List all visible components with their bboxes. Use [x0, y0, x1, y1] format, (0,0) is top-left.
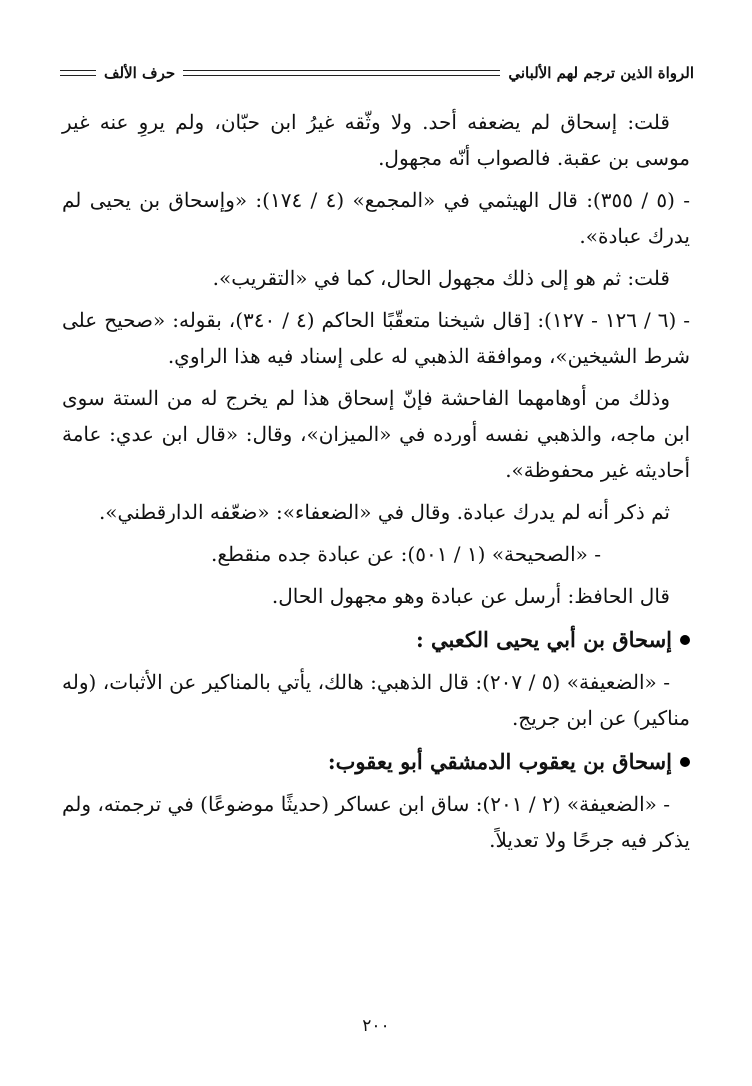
paragraph: - (٥ / ٣٥٥): قال الهيثمي في «المجمع» (٤ / ١٧٤): «وإسحاق بن يحيى لم يدرك عبادة». — [62, 188, 691, 248]
page-body — [62, 104, 690, 864]
paragraph: قلت: ثم هو إلى ذلك مجهول الحال، كما في «التقريب». — [212, 266, 670, 290]
bullet-icon — [680, 757, 690, 767]
book-title: الرواة الذين ترجم لهم الألباني — [508, 64, 694, 82]
chapter-title: حرف الألف — [104, 64, 176, 82]
bullet-icon — [680, 635, 690, 645]
paragraph: وذلك من أوهامهما الفاحشة فإنّ إسحاق هذا لم يخرج له من الستة سوى ابن ماجه، والذهبي نفسه أورده في «الميزان»، وقال: «قال ابن عدي: عامة أحاديثه غير محفوظة». — [62, 386, 691, 482]
page-number: ٢٠٠ — [362, 1016, 390, 1036]
citation-line: - «الصحيحة» (١ / ٥٠١): عن عبادة جده منقطع. — [211, 542, 601, 566]
paragraph: - (٦ / ١٢٦ - ١٢٧): [قال شيخنا متعقّبًا الحاكم (٤ / ٣٤٠)، بقوله: «صحيح على شرط الشيخين»، وموافقة الذهبي له على إسناد فيه هذا الراوي. — [62, 308, 691, 368]
paragraph: قلت: إسحاق لم يضعفه أحد. ولا وثّقه غيرُ ابن حبّان، ولم يروِ عنه غير موسى بن عقبة. فالصواب أنّه مجهول. — [62, 110, 690, 170]
entry-text: - «الضعيفة» (٥ / ٢٠٧): قال الذهبي: هالك، يأتي بالمناكير عن الأثبات، (وله مناكير) عن ابن جريج. — [62, 670, 690, 730]
entry-text: - «الضعيفة» (٢ / ٢٠١): ساق ابن عساكر (حديثًا موضوعًا) في ترجمته، ولم يذكر فيه جرحًا ولا تعديلاً. — [62, 792, 690, 852]
header-rule — [183, 70, 500, 76]
paragraph: قال الحافظ: أرسل عن عبادة وهو مجهول الحال. — [271, 584, 670, 608]
header-rule-short — [60, 70, 96, 76]
running-header — [60, 56, 694, 90]
paragraph: ثم ذكر أنه لم يدرك عبادة. وقال في «الضعفاء»: «ضعّفه الدارقطني». — [98, 500, 670, 524]
entry-heading — [62, 744, 690, 780]
entry-heading-text: إسحاق بن أبي يحيى الكعبي : — [415, 627, 672, 652]
entry-heading-text: إسحاق بن يعقوب الدمشقي أبو يعقوب: — [327, 749, 672, 774]
entry-heading — [62, 622, 690, 658]
